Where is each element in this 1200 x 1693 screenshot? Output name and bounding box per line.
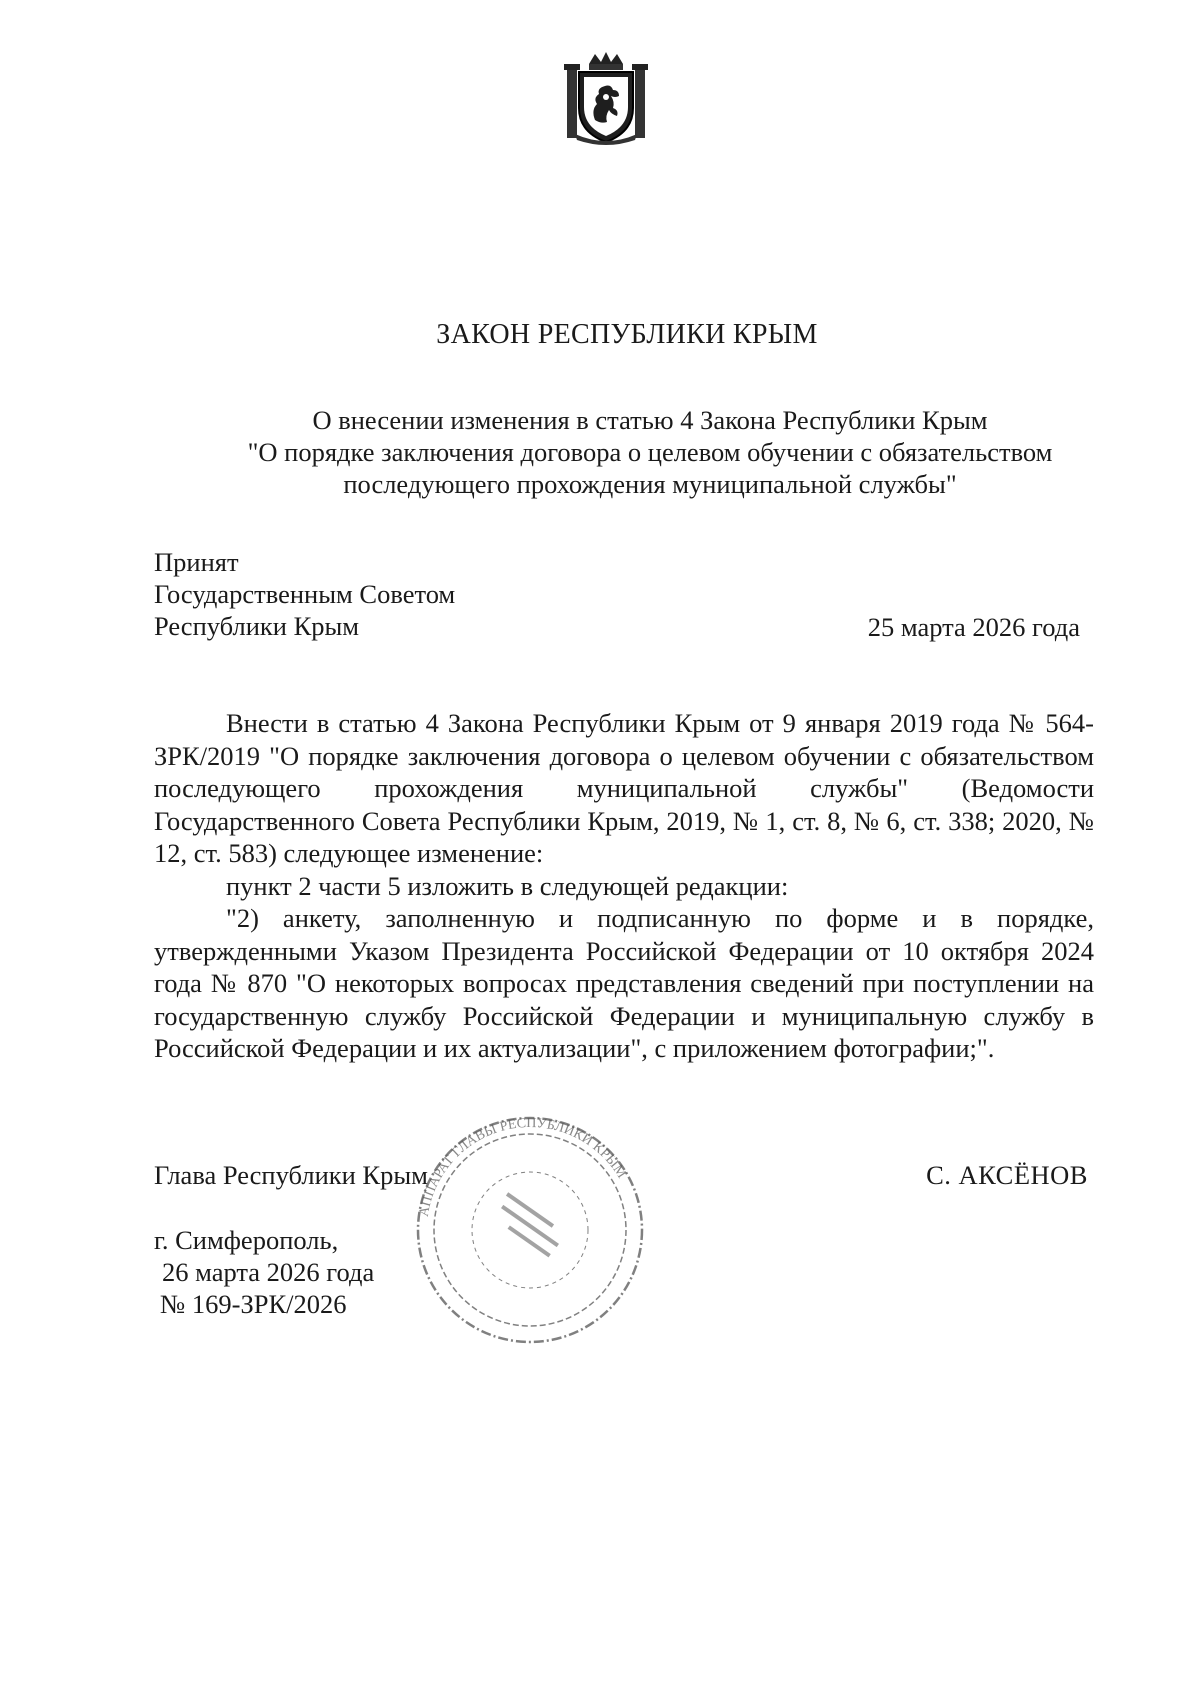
adoption-line: Принят [154,547,239,577]
signatory-position: Глава Республики Крым [154,1160,428,1190]
body-paragraph-clause: пункт 2 части 5 изложить в следующей редакции: [226,870,789,901]
body-paragraph-amendment: Внести в статью 4 Закона Республики Крым от 9 января 2019 года № 564-ЗРК/2019 "О порядке заключения договора о целевом обучении с обязательством последующего прохождения муниципальной службы" (Ведомости Государственного Совета Республики Крым, 2019, № 1, ст. 8, № 6, ст. 338; 2020, № 12, ст. 583) следующее изменение: [154,708,1094,868]
subtitle-line: О внесении изменения в статью 4 Закона Республики Крым [312,405,988,435]
law-body [154,707,1094,1065]
stamp-ring-text: АППАРАТ ГЛАВЫ РЕСПУБЛИКИ КРЫМ [416,1115,629,1218]
crimea-coat-of-arms-icon [561,50,651,146]
adoption-block [154,546,455,642]
document-subtitle [150,404,1150,500]
body-paragraph-new-text: "2) анкету, заполненную и подписанную по форме и в порядке, утвержденными Указом Президента Российской Федерации от 10 октября 2024 года № 870 "О некоторых вопросах представления сведений при поступлении на государственную службу Российской Федерации и муниципальную службу в Российской Федерации и их актуализации", с приложением фотографии;". [154,903,1094,1063]
subtitle-line: последующего прохождения муниципальной службы" [343,469,957,499]
official-seal-stamp-icon [410,1110,650,1350]
signing-date: 26 марта 2026 года [162,1257,375,1287]
place-date-number-block [154,1224,374,1320]
signatory-name: С. АКСЁНОВ [926,1160,1088,1190]
subtitle-line: "О порядке заключения договора о целевом обучении с обязательством [247,437,1053,467]
adoption-date: 25 марта 2026 года [867,612,1080,642]
adoption-line: Республики Крым [154,611,360,641]
city: г. Симферополь, [154,1225,339,1255]
document-title: ЗАКОН РЕСПУБЛИКИ КРЫМ [436,319,818,350]
adoption-line: Государственным Советом [154,579,456,609]
law-number: № 169-ЗРК/2026 [160,1289,347,1319]
